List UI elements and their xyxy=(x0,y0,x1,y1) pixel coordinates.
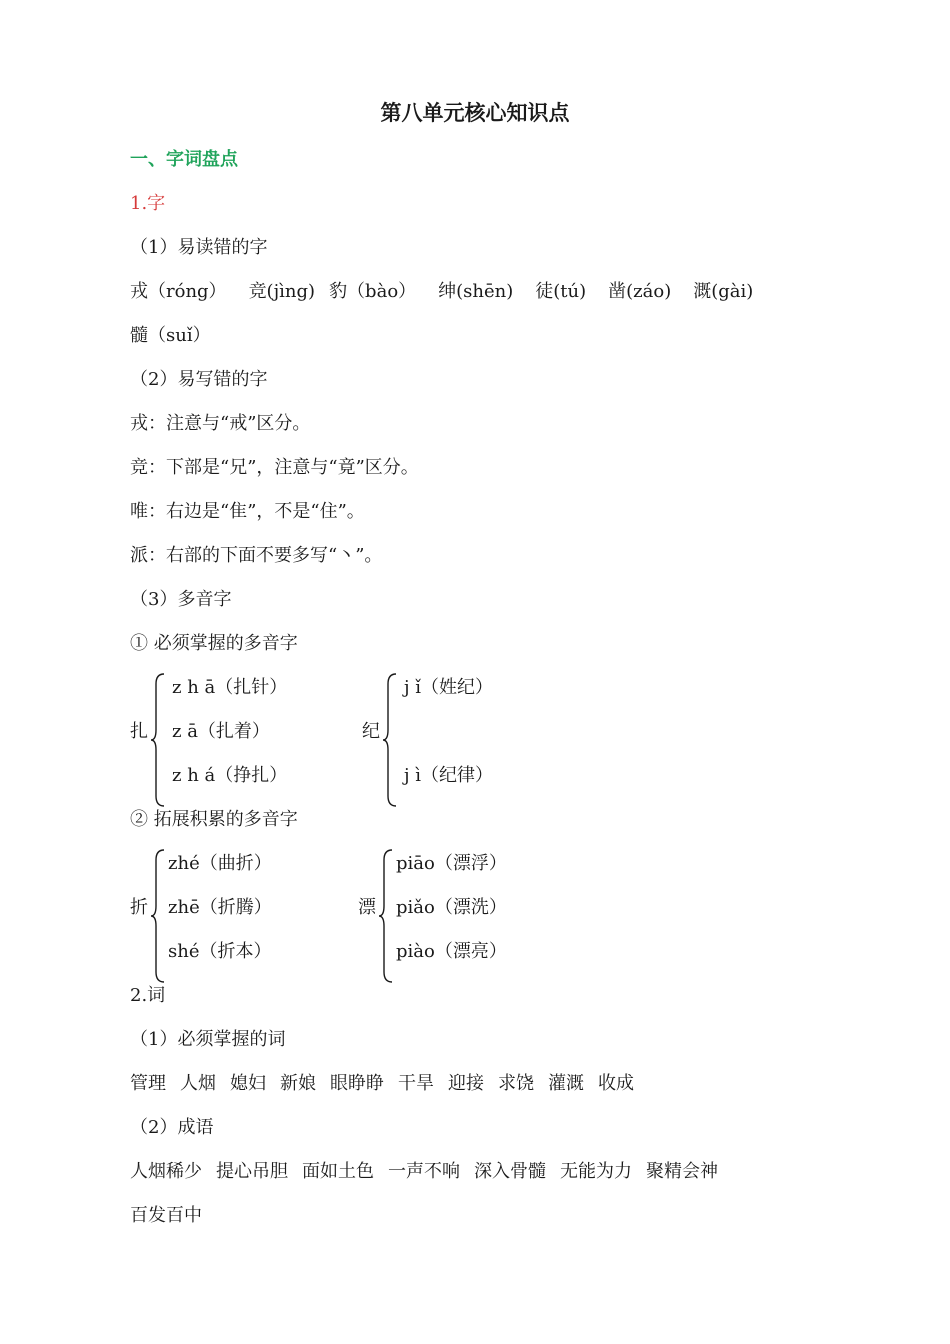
list-item: 提心吊胆 xyxy=(216,1161,288,1182)
list-item: 竞(jìng) xyxy=(248,281,316,302)
polyphone-char: 扎 xyxy=(130,721,148,742)
list-item: 眼睁睁 xyxy=(330,1073,384,1094)
must-words-list xyxy=(130,1072,634,1096)
ext-polyphone-heading: ② 拓展积累的多音字 xyxy=(130,809,298,830)
page-title: 第八单元核心知识点 xyxy=(380,101,570,125)
list-item: 人烟稀少 xyxy=(130,1161,202,1182)
must-polyphone-heading: ① 必须掌握的多音字 xyxy=(130,633,298,654)
polyphone-char: 纪 xyxy=(362,721,380,742)
list-item: 新娘 xyxy=(280,1073,316,1094)
list-item: 豹（bào） xyxy=(329,281,417,302)
polyphone-heading: （3）多音字 xyxy=(130,589,232,610)
list-item: 迎接 xyxy=(448,1073,484,1094)
polyphone-reading: zhé（曲折） xyxy=(168,853,272,874)
polyphone-char: 折 xyxy=(130,897,148,918)
list-item: 媳妇 xyxy=(230,1073,266,1094)
section-heading-words: 一、字词盘点 xyxy=(130,149,238,170)
polyphone-reading: z h ā（扎针） xyxy=(172,677,288,698)
list-item: 管理 xyxy=(130,1073,166,1094)
list-item: 凿(záo) xyxy=(608,281,672,302)
polyphone-reading: shé（折本） xyxy=(168,941,272,962)
polyphone-reading: j ǐ（姓纪） xyxy=(404,677,494,698)
list-item: 溉(gài) xyxy=(693,281,754,302)
hard-write-heading: （2）易写错的字 xyxy=(130,369,268,390)
polyphone-reading: piǎo（漂洗） xyxy=(396,897,507,918)
polyphone-reading: j ì（纪律） xyxy=(404,765,494,786)
list-item: 深入骨髓 xyxy=(474,1161,546,1182)
list-item: 收成 xyxy=(598,1073,634,1094)
list-item: 求饶 xyxy=(498,1073,534,1094)
hard-write-item: 竞：下部是“兄”，注意与“竟”区分。 xyxy=(130,457,419,478)
brace-icon xyxy=(150,848,166,984)
polyphone-reading: piāo（漂浮） xyxy=(396,853,507,874)
list-item: 绅(shēn) xyxy=(438,281,514,302)
polyphone-reading: zhē（折腾） xyxy=(168,897,272,918)
list-item: 面如土色 xyxy=(302,1161,374,1182)
hard-read-list-last: 髓（suǐ） xyxy=(130,325,211,346)
hard-read-heading: （1）易读错的字 xyxy=(130,237,268,258)
idioms-list-last: 百发百中 xyxy=(130,1205,202,1226)
polyphone-char: 漂 xyxy=(358,897,376,918)
list-item: 戎（róng） xyxy=(130,281,227,302)
idioms-list xyxy=(130,1160,718,1184)
polyphone-reading: z h á（挣扎） xyxy=(172,765,288,786)
brace-icon xyxy=(382,672,398,808)
subheading-words: 2.词 xyxy=(130,985,166,1006)
hard-write-item: 戎：注意与“戒”区分。 xyxy=(130,413,311,434)
list-item: 徒(tú) xyxy=(535,281,587,302)
must-words-heading: （1）必须掌握的词 xyxy=(130,1029,286,1050)
polyphone-reading: piào（漂亮） xyxy=(396,941,507,962)
polyphone-reading: z ā（扎着） xyxy=(172,721,270,742)
list-item: 干旱 xyxy=(398,1073,434,1094)
list-item: 灌溉 xyxy=(548,1073,584,1094)
subheading-characters: 1.字 xyxy=(130,193,166,214)
hard-write-item: 派：右部的下面不要多写“丶”。 xyxy=(130,545,383,566)
list-item: 聚精会神 xyxy=(646,1161,718,1182)
list-item: 一声不响 xyxy=(388,1161,460,1182)
idioms-heading: （2）成语 xyxy=(130,1117,214,1138)
brace-icon xyxy=(150,672,166,808)
hard-write-item: 唯：右边是“隹”，不是“住”。 xyxy=(130,501,365,522)
list-item: 人烟 xyxy=(180,1073,216,1094)
brace-icon xyxy=(378,848,394,984)
hard-read-list xyxy=(130,280,753,304)
list-item: 无能为力 xyxy=(560,1161,632,1182)
